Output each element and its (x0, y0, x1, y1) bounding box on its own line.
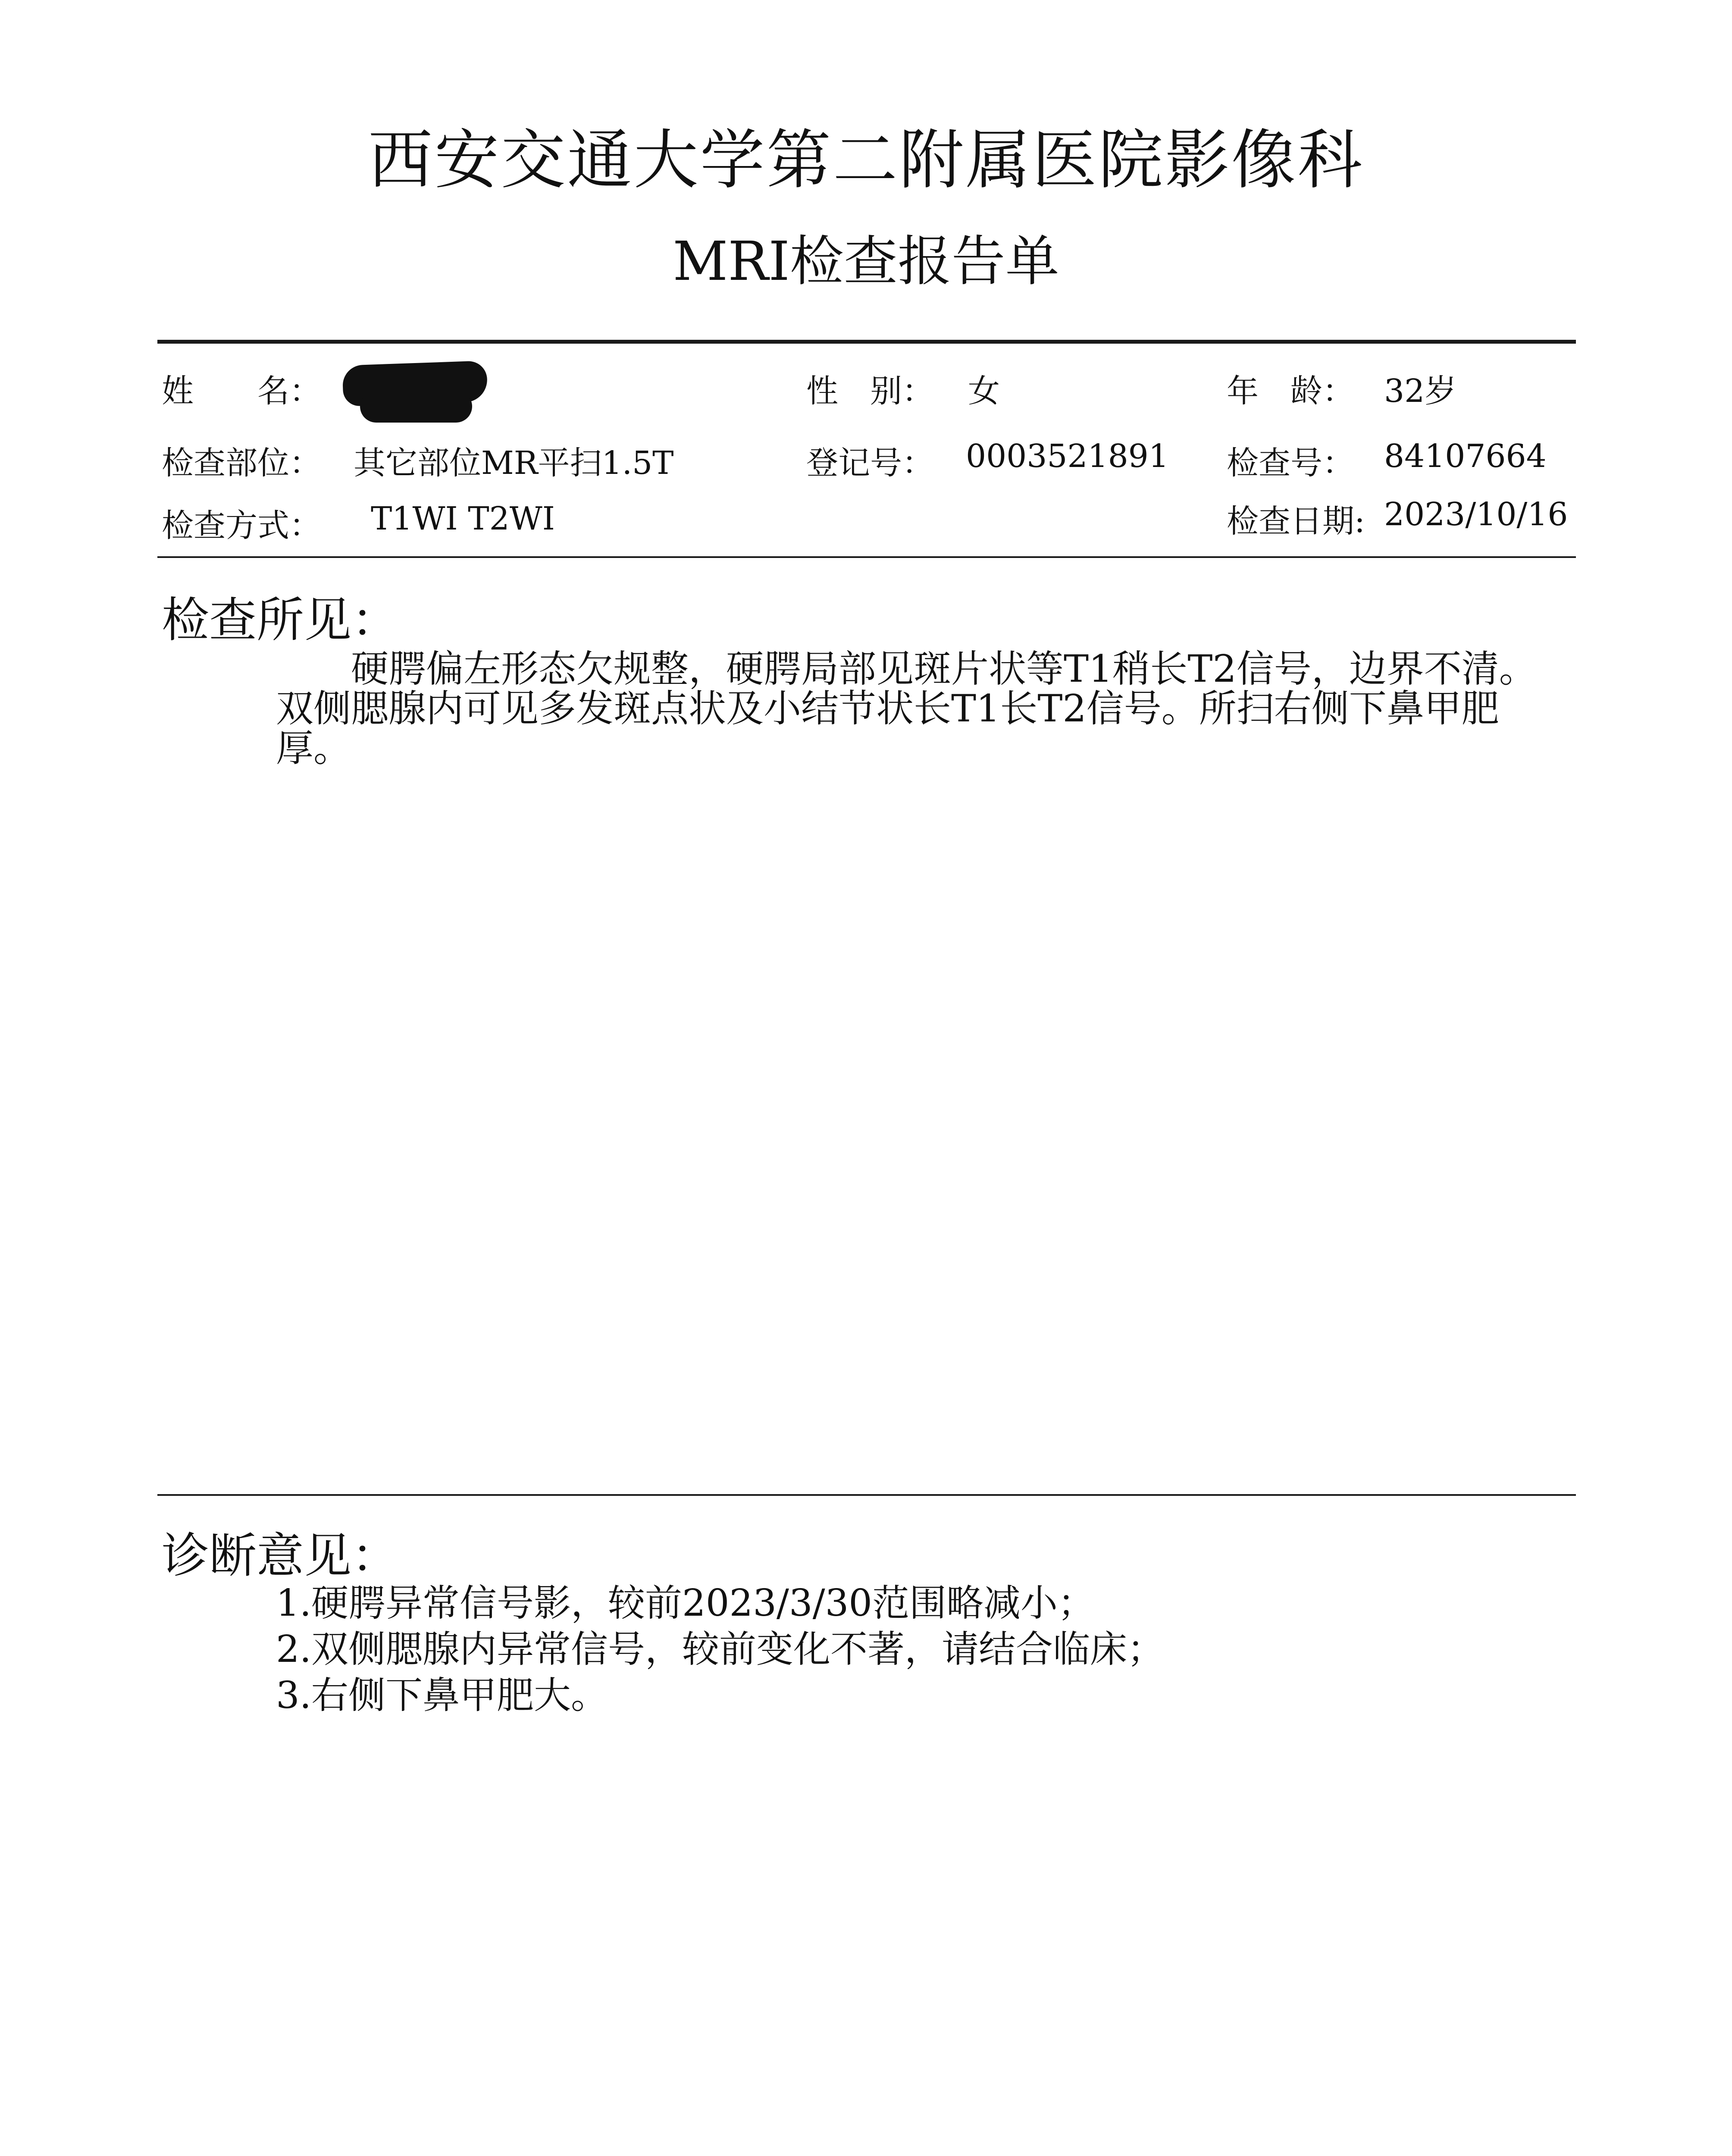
diagnosis-item: 3.右侧下鼻甲肥大。 (276, 1674, 608, 1717)
reg-no-label: 登记号： (806, 445, 934, 482)
sex-label: 性 别： (806, 373, 934, 410)
findings-text (276, 649, 1574, 768)
report-title: MRI检查报告单 (673, 230, 1059, 293)
diagnosis-divider (157, 1494, 1576, 1496)
diagnosis-list (276, 1580, 1164, 1719)
findings-heading: 检查所见： (162, 592, 399, 648)
diagnosis-item: 2.双侧腮腺内异常信号，较前变化不著，请结合临床； (276, 1628, 1165, 1671)
age-label: 年 龄： (1227, 373, 1354, 410)
age-value: 32岁 (1384, 373, 1457, 410)
findings-paragraph: 硬腭偏左形态欠规整，硬腭局部见斑片状等T1稍长T2信号，边界不清。双侧腮腺内可见多发斑点状及小结节状长T1长T2信号。所扫右侧下鼻甲肥厚。 (276, 647, 1537, 770)
diagnosis-item: 1.硬腭异常信号影，较前2023/3/30范围略减小； (276, 1582, 1095, 1625)
sex-value: 女 (968, 373, 1000, 410)
top-divider (157, 340, 1576, 344)
exam-date-label: 检查日期: (1227, 503, 1365, 540)
reg-no-value: 0003521891 (966, 438, 1169, 475)
exam-part-label: 检查部位： (162, 445, 321, 482)
exam-no-label: 检查号： (1227, 445, 1354, 482)
name-redaction-tail (360, 390, 472, 423)
exam-part-value: 其它部位MR平扫1.5T (354, 445, 674, 482)
exam-date-value: 2023/10/16 (1384, 496, 1568, 533)
method-value: T1WI T2WI (371, 500, 555, 537)
hospital-title: 西安交通大学第二附属医院影像科 (368, 123, 1364, 198)
method-label: 检查方式： (162, 507, 321, 544)
diagnosis-heading: 诊断意见： (162, 1528, 399, 1583)
name-label: 姓 名： (162, 373, 321, 410)
exam-no-value: 84107664 (1384, 438, 1547, 475)
info-divider (157, 556, 1576, 558)
